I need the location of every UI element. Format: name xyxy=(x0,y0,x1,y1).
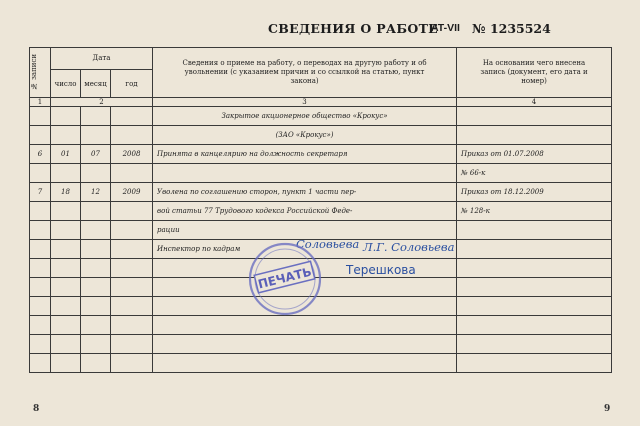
col-month: месяц xyxy=(81,70,111,98)
header xyxy=(0,21,640,45)
page-title: СВЕДЕНИЯ О РАБОТЕ xyxy=(268,21,438,36)
table-row xyxy=(30,354,612,373)
col-day: число xyxy=(51,70,81,98)
inspector-name: Л.Г. Соловьева xyxy=(363,240,455,254)
table-row xyxy=(30,164,612,183)
inspector-title: Инспектор по кадрам xyxy=(153,240,457,259)
col-info: Сведения о приеме на работу, о переводах на другую работу и об увольнении (с указанием причин и со ссылкой на статью, пункт закона) xyxy=(153,48,457,98)
form-number: № 1235524 xyxy=(472,21,551,36)
col-date: Дата xyxy=(51,48,153,70)
table-row: 7 18 12 2009 Уволена по соглашению сторон, пункт 1 части пер- Приказ от 18.12.2009 xyxy=(30,183,612,202)
right-page-number: 9 xyxy=(604,404,611,414)
header-row-1 xyxy=(30,48,612,70)
record-7-order-no: № 128-к xyxy=(457,202,612,221)
seal-stamp xyxy=(246,240,324,318)
director-signature: Терешкова xyxy=(346,263,416,277)
record-7-text-2: вой статьи 77 Трудового кодекса Российской Феде- xyxy=(153,202,457,221)
col-year: год xyxy=(111,70,153,98)
table-row xyxy=(30,126,612,145)
table-row xyxy=(30,107,612,126)
company-short-name: (ЗАО «Крокус») xyxy=(153,126,457,145)
col-record-no: № записи xyxy=(30,48,51,98)
table-row xyxy=(30,202,612,221)
col-basis: На основании чего внесена запись (документ, его дата и номер) xyxy=(457,48,612,98)
inspector-signature: Соловьева xyxy=(296,237,360,251)
work-records-table xyxy=(29,47,612,373)
company-full-name: Закрытое акционерное общество «Крокус» xyxy=(153,107,457,126)
index-row: 1 2 3 4 xyxy=(30,98,612,107)
record-7-text-1: Уволена по соглашению сторон, пункт 1 части пер- xyxy=(153,183,457,202)
table-row xyxy=(30,316,612,335)
table-row xyxy=(30,335,612,354)
form-series: AT-VII xyxy=(431,22,460,34)
record-6-text: Принята в канцелярию на должность секретаря xyxy=(153,145,457,164)
record-7-basis: Приказ от 18.12.2009 xyxy=(457,183,612,202)
left-page-number: 8 xyxy=(33,404,40,414)
record-6-order-no: № 66-к xyxy=(457,164,612,183)
record-7-text-3: рации xyxy=(153,221,457,240)
svg-text:ПЕЧАТЬ: ПЕЧАТЬ xyxy=(256,264,313,292)
record-6-basis: Приказ от 01.07.2008 xyxy=(457,145,612,164)
table-row: 6 01 07 2008 Принята в канцелярию на должность секретаря Приказ от 01.07.2008 xyxy=(30,145,612,164)
